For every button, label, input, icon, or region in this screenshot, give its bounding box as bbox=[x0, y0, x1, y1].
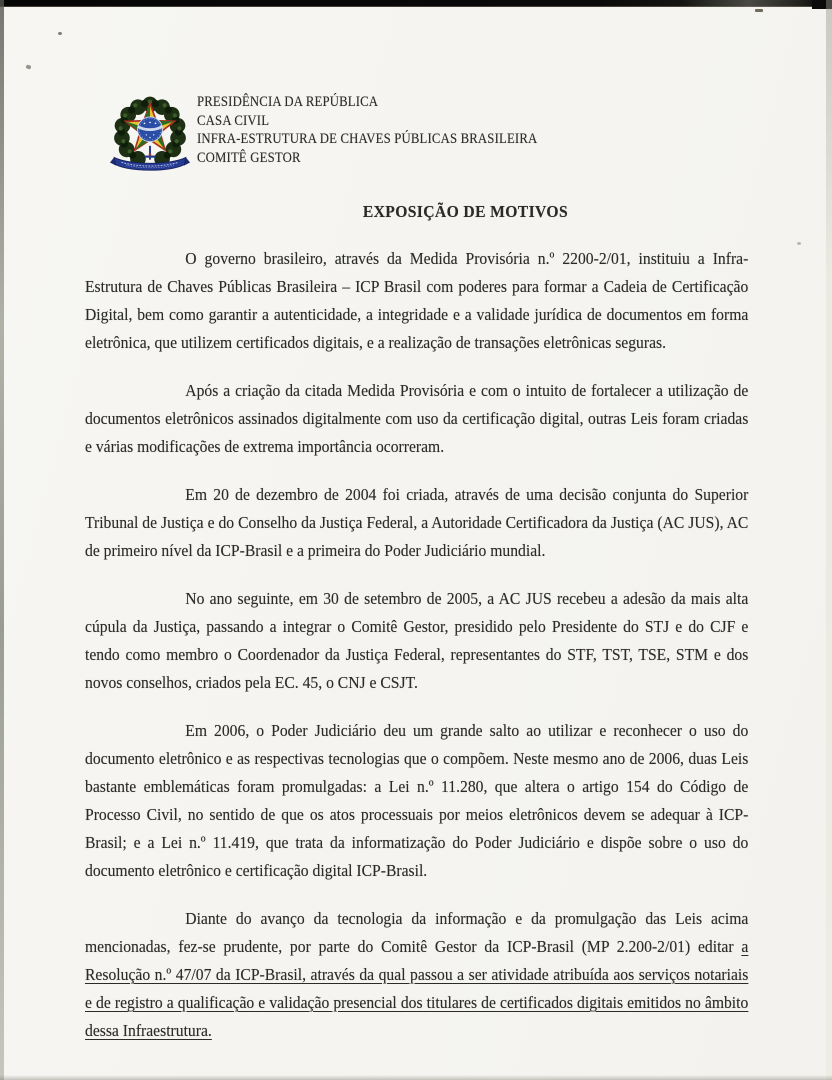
scan-speck bbox=[58, 32, 62, 35]
paragraph-2: Após a criação da citada Medida Provisória e com o intuito de fortalecer a utilização de documentos eletrônicos assinados digitalmente com uso da certificação digital, outras Leis foram criadas e várias modificações de extrema importância ocorreram. bbox=[85, 381, 749, 456]
paragraph-5: Em 2006, o Poder Judiciário deu um grande salto ao utilizar e reconhecer o uso do documento eletrônico e as respectivas tecnologias que o compõem. Neste mesmo ano de 2006, duas Leis bastante emblemáticas foram promulgadas: a Lei n.º 11.280, que altera o artigo 154 do Código de Processo Civil, no sentido de que os atos processuais por meios eletrônicos devem se adequar à ICP-Brasil; e a Lei n.º 11.419, que trata da informatização do Poder Judiciário e dispõe sobre o uso do documento eletrônico e certificação digital ICP-Brasil. bbox=[85, 721, 749, 880]
brazil-coat-of-arms-icon bbox=[104, 89, 196, 177]
scan-speck bbox=[797, 242, 801, 245]
org-line-icp: INFRA-ESTRUTURA DE CHAVES PÚBLICAS BRASILEIRA bbox=[197, 131, 538, 148]
document-body bbox=[85, 245, 748, 1065]
paragraph-3: Em 20 de dezembro de 2004 foi criada, através de uma decisão conjunta do Superior Tribunal de Justiça e do Conselho da Justiça Federal, a Autoridade Certificadora da Justiça (AC JUS), AC de primeiro nível da ICP-Brasil e a primeira do Poder Judiciário mundial. bbox=[85, 485, 749, 560]
scan-speck bbox=[25, 64, 31, 69]
sword bbox=[144, 146, 155, 160]
scan-artifact-right-edge bbox=[826, 0, 832, 1080]
scan-artifact-bottom-edge bbox=[0, 1075, 832, 1080]
paragraph-6-underlined-text: a Resolução n.º 47/07 da ICP-Brasil, através da qual passou a ser atividade atribuída aos serviços notariais e de registro a qualificação e validação presencial dos titulares de certificados digitais emitidos no âmbito dessa Infraestrutura. bbox=[85, 937, 749, 1040]
letterhead-org-block bbox=[197, 89, 537, 167]
org-line-presidencia: PRESIDÊNCIA DA REPÚBLICA bbox=[197, 94, 379, 110]
paragraph-6 bbox=[85, 905, 748, 1045]
paragraph-6-lead-text: Diante do avanço da tecnologia da informação e da promulgação das Leis acima mencionadas, fez-se prudente, por parte do Comitê Gestor da ICP-Brasil (MP 2.200-2/01) editar bbox=[85, 909, 749, 956]
document-title: EXPOSIÇÃO DE MOTIVOS bbox=[362, 202, 569, 221]
org-line-casa-civil: CASA CIVIL bbox=[197, 112, 270, 129]
paragraph-4: No ano seguinte, em 30 de setembro de 2005, a AC JUS recebeu a adesão da mais alta cúpula da Justiça, passando a integrar o Comitê Gestor, presidido pelo Presidente do STJ e do CJF e tendo como membro o Coordenador da Justiça Federal, representantes do STF, TST, TSE, STM e dos novos conselhos, criados pela EC. 45, o CNJ e CSJT. bbox=[85, 589, 749, 692]
paragraph-1: O governo brasileiro, através da Medida Provisória n.º 2200-2/01, instituiu a Infra-Estrutura de Chaves Públicas Brasileira – ICP Brasil com poderes para formar a Cadeia de Certificação Digital, bem como garantir a autenticidade, a integridade e a validade jurídica de documentos em forma eletrônica, que utilizem certificados digitais, e a realização de transações eletrônicas seguras. bbox=[85, 249, 749, 352]
scan-artifact-left-edge bbox=[0, 0, 4, 1080]
scan-artifact-top-edge bbox=[0, 0, 832, 7]
org-line-comite: COMITÊ GESTOR bbox=[197, 149, 301, 166]
document-title-row bbox=[85, 202, 748, 222]
scan-speck bbox=[755, 9, 763, 12]
letterhead bbox=[104, 89, 597, 177]
